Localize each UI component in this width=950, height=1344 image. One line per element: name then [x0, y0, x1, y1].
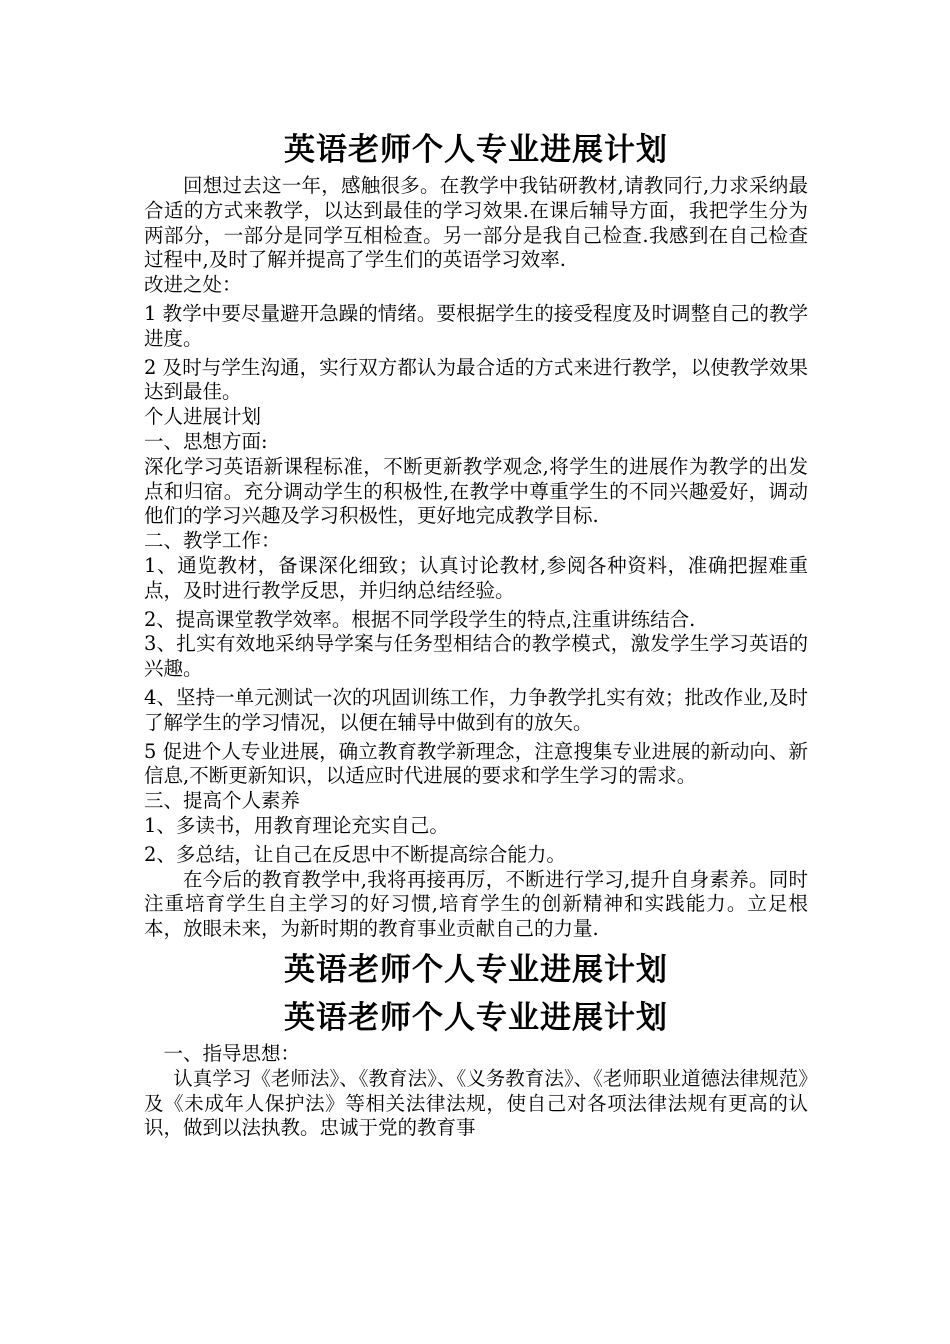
section2-heading: 二、教学工作：	[144, 529, 281, 553]
section3-item-2: 2、多总结，让自己在反思中不断提高综合能力。	[144, 842, 566, 866]
section2-item-3: 3、扎实有效地采纳导学案与任务型相结合的教学模式，激发学生学习英语的兴趣。	[144, 632, 808, 681]
document-page	[144, 126, 808, 1141]
section3-item-1: 1、多读书，用教育理论充实自己。	[144, 813, 449, 837]
section1-body: 深化学习英语新课程标准，不断更新教学观念,将学生的进展作为教学的出发点和归宿。充分调动学生的积极性,在教学中尊重学生的不同兴趣爱好，调动他们的学习兴趣及学习积极性，更好地完成教学目标.	[144, 454, 808, 528]
plan-heading: 个人进展计划	[144, 405, 262, 429]
section3-heading: 三、提高个人素养	[144, 789, 301, 813]
improve-item-2: 2 及时与学生沟通，实行双方都认为最合适的方式来进行教学，以使教学效果达到最佳。	[144, 355, 808, 404]
improve-item-1: 1 教学中要尽量避开急躁的情绪。要根据学生的接受程度及时调整自己的教学进度。	[144, 301, 808, 350]
document-title: 英语老师个人专业进展计划	[284, 132, 668, 168]
closing-paragraph: 在今后的教育教学中,我将再接再厉，不断进行学习,提升自身素养。同时注重培育学生自主学习的好习惯,培育学生的创新精神和实践能力。立足根本，放眼未来，为新时期的教育事业贡献自己的力量.	[144, 867, 808, 941]
section2-item-1: 1、通览教材，备课深化细致；认真讨论教材,参阅各种资料，准确把握难重点，及时进行教学反思，并归纳总结经验。	[144, 553, 808, 602]
intro-paragraph: 回想过去这一年，感触很多。在教学中我钻研教材,请教同行,力求采纳最合适的方式来教学，以达到最佳的学习效果.在课后辅导方面，我把学生分为两部分，一部分是同学互相检查。另一部分是我自己检查.我感到在自己检查过程中,及时了解并提高了学生们的英语学习效率.	[144, 174, 808, 272]
guide-heading: 一、指导思想：	[163, 1041, 301, 1065]
section2-item-2: 2、提高课堂教学效率。根据不同学段学生的特点,注重讲练结合.	[144, 607, 696, 631]
improve-heading: 改进之处：	[144, 273, 242, 297]
repeated-title-1: 英语老师个人专业进展计划	[284, 951, 668, 988]
section2-item-4: 4、坚持一单元测试一次的巩固训练工作，力争教学扎实有效；批改作业,及时了解学生的学习情况，以便在辅导中做到有的放矢。	[144, 685, 808, 734]
guide-body: 认真学习《老师法》、《教育法》、《义务教育法》、《老师职业道德法律规范》及《未成年人保护法》等相关法律法规，使自己对各项法律法规有更高的认识，做到以法执教。忠诚于党的教育事	[144, 1066, 808, 1140]
section2-item-5: 5 促进个人专业进展，确立教育教学新理念，注意搜集专业进展的新动向、新信息,不断更新知识，以适应时代进展的要求和学生学习的需求。	[144, 739, 808, 788]
repeated-title-2: 英语老师个人专业进展计划	[284, 999, 668, 1036]
section1-heading: 一、思想方面:	[144, 429, 268, 453]
